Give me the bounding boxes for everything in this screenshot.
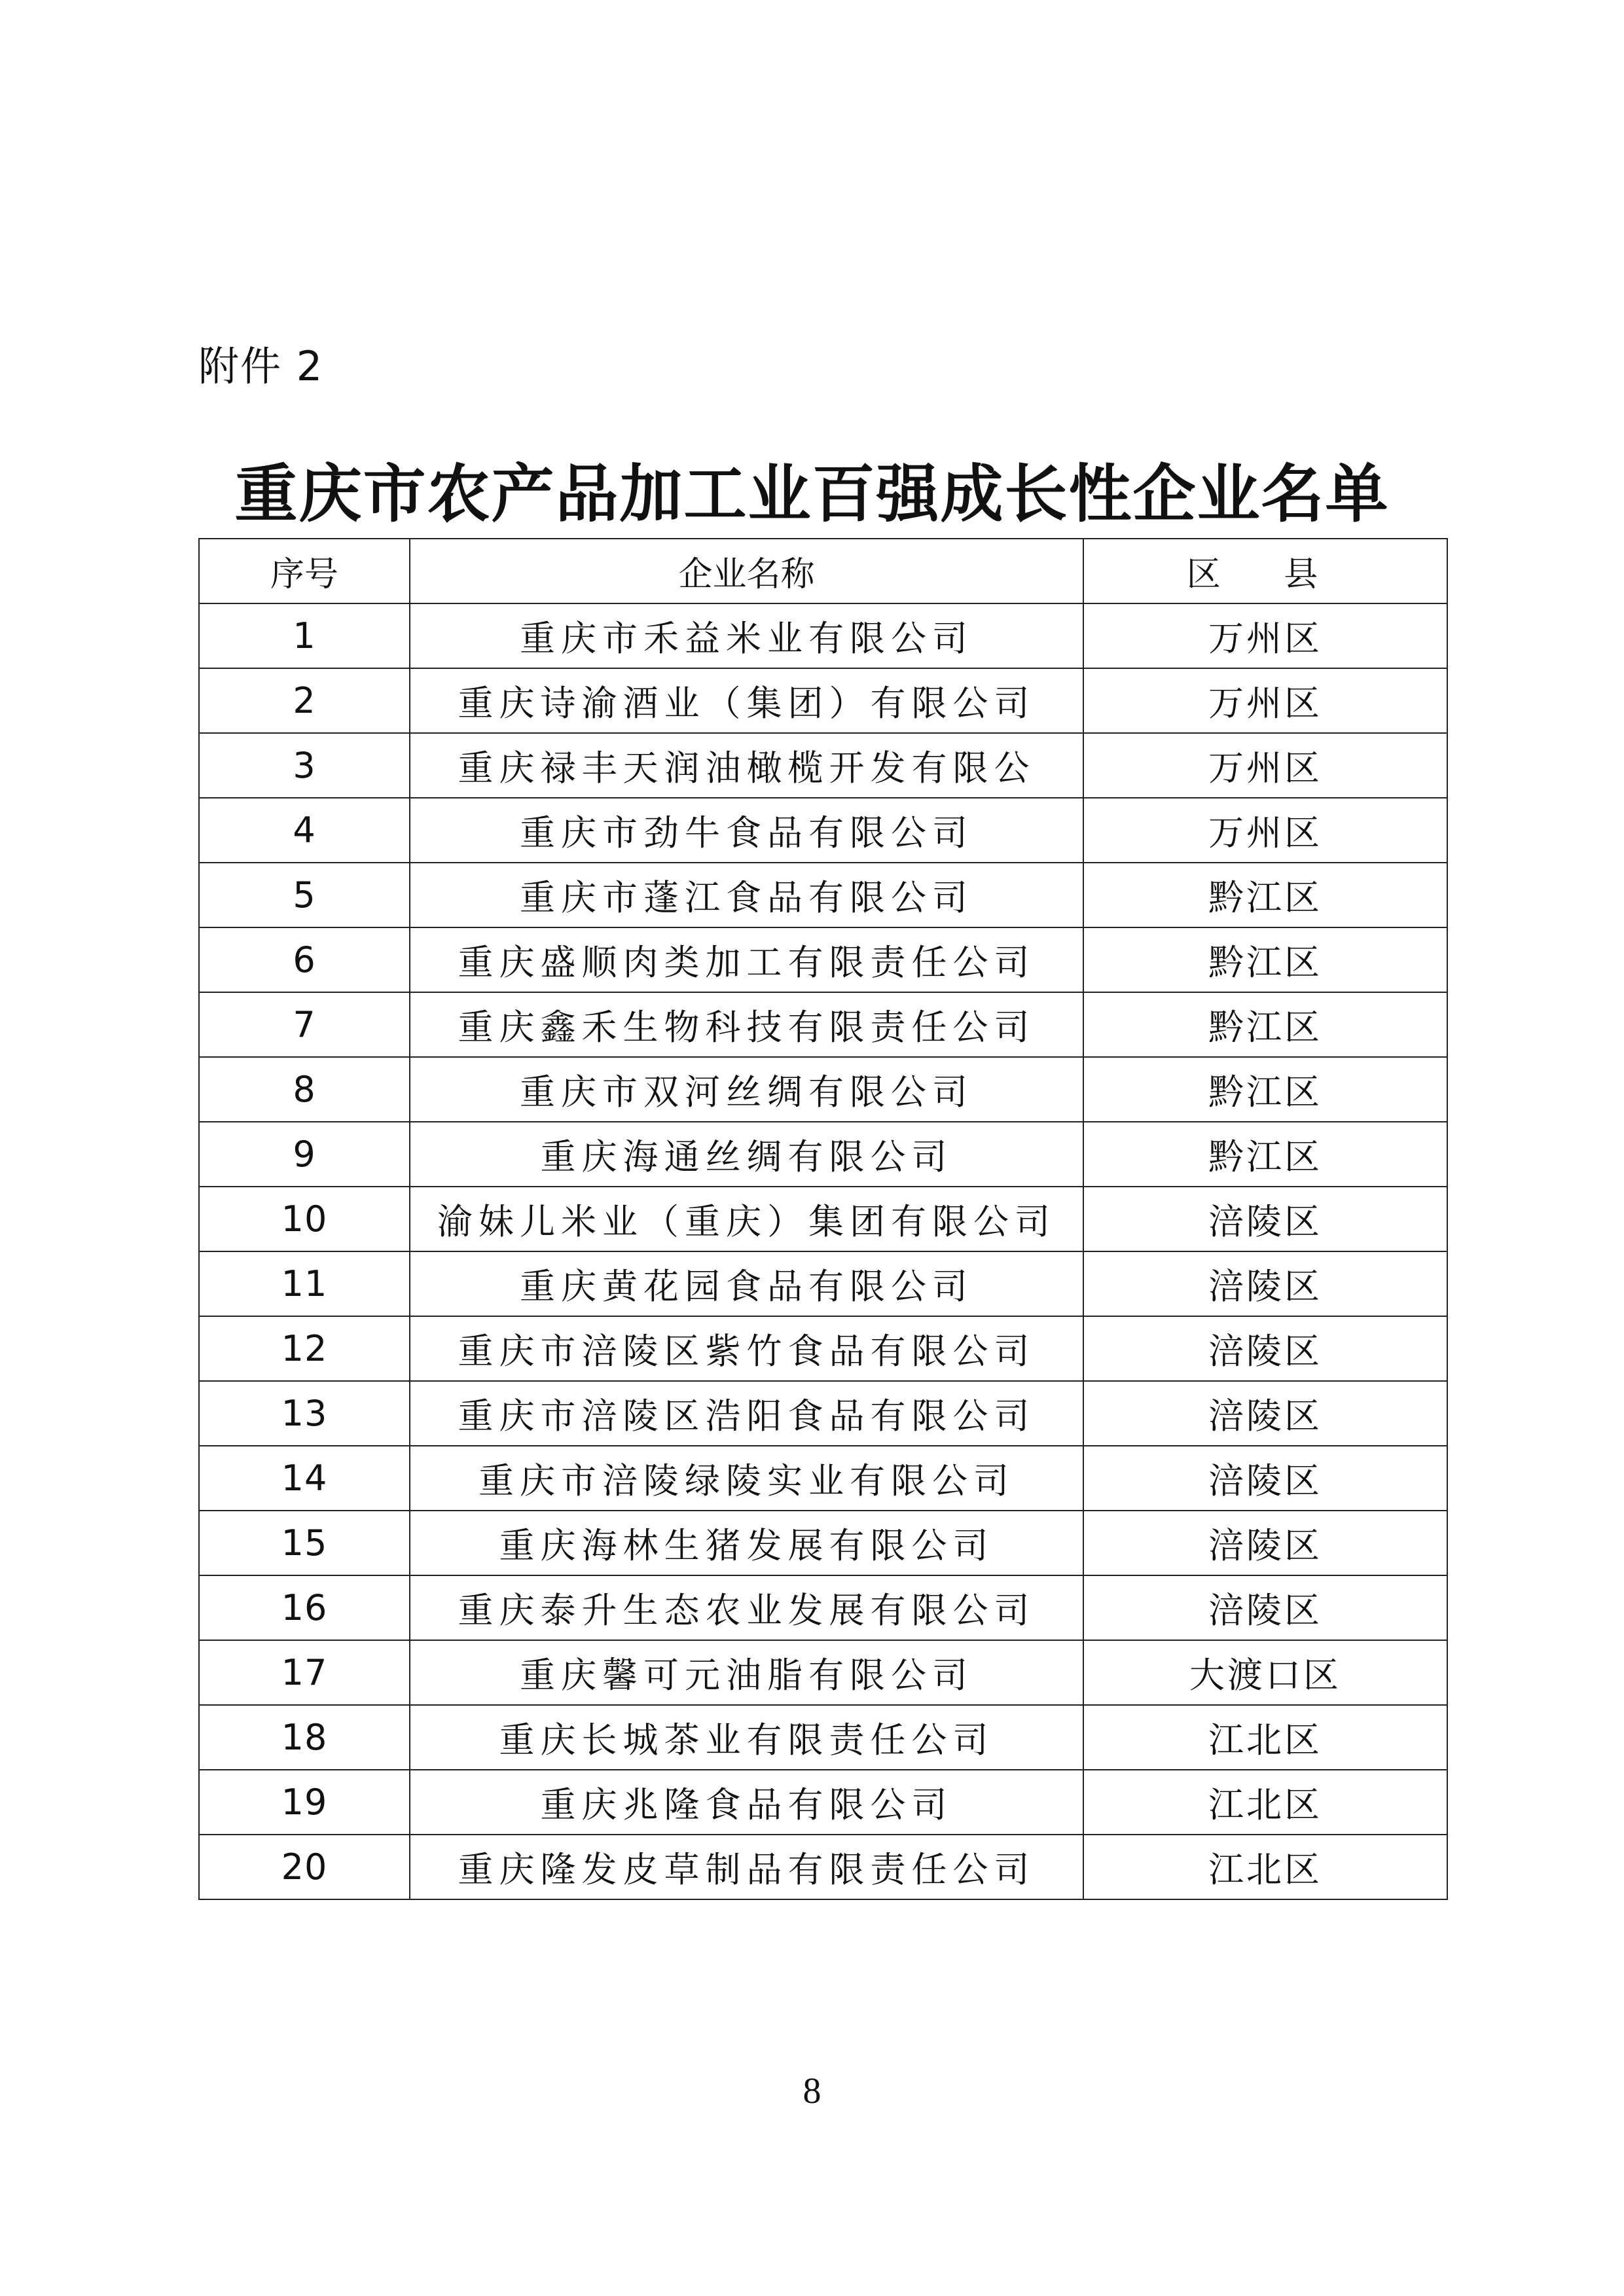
seq-cell: 1: [199, 603, 410, 668]
table-row: [199, 1575, 1447, 1640]
district-cell: 黔江区: [1083, 992, 1447, 1057]
district-cell: 江北区: [1083, 1770, 1447, 1835]
seq-cell: 14: [199, 1446, 410, 1511]
attachment-label: 附件 2: [198, 342, 324, 390]
company-name-cell: 重庆馨可元油脂有限公司: [410, 1640, 1083, 1705]
table-row: [199, 927, 1447, 992]
page-number: 8: [803, 2071, 821, 2111]
district-cell: 江北区: [1083, 1705, 1447, 1770]
seq-cell: 20: [199, 1835, 410, 1899]
seq-cell: 13: [199, 1381, 410, 1446]
header-district: 区 县: [1083, 539, 1447, 603]
table-row: [199, 1640, 1447, 1705]
company-name-cell: 重庆市涪陵区浩阳食品有限公司: [410, 1381, 1083, 1446]
company-name-cell: 重庆诗渝酒业（集团）有限公司: [410, 668, 1083, 733]
company-name-cell: 重庆市劲牛食品有限公司: [410, 798, 1083, 863]
company-name-cell: 重庆市涪陵区紫竹食品有限公司: [410, 1316, 1083, 1381]
seq-cell: 10: [199, 1187, 410, 1251]
company-table: [198, 538, 1448, 1900]
seq-cell: 16: [199, 1575, 410, 1640]
district-cell: 万州区: [1083, 733, 1447, 798]
seq-cell: 6: [199, 927, 410, 992]
table-row: [199, 1316, 1447, 1381]
district-cell: 涪陵区: [1083, 1251, 1447, 1316]
table-row: [199, 1381, 1447, 1446]
table-row: [199, 992, 1447, 1057]
table-row: [199, 798, 1447, 863]
company-name-cell: 重庆兆隆食品有限公司: [410, 1770, 1083, 1835]
district-cell: 黔江区: [1083, 927, 1447, 992]
company-name-cell: 重庆长城茶业有限责任公司: [410, 1705, 1083, 1770]
district-cell: 万州区: [1083, 668, 1447, 733]
seq-cell: 19: [199, 1770, 410, 1835]
company-name-cell: 重庆盛顺肉类加工有限责任公司: [410, 927, 1083, 992]
seq-cell: 9: [199, 1122, 410, 1187]
table-row: [199, 1446, 1447, 1511]
district-cell: 涪陵区: [1083, 1381, 1447, 1446]
district-cell: 涪陵区: [1083, 1575, 1447, 1640]
district-cell: 万州区: [1083, 603, 1447, 668]
seq-cell: 5: [199, 863, 410, 927]
district-cell: 黔江区: [1083, 1122, 1447, 1187]
table-row: [199, 1835, 1447, 1899]
company-name-cell: 重庆海通丝绸有限公司: [410, 1122, 1083, 1187]
company-name-cell: 重庆海林生猪发展有限公司: [410, 1511, 1083, 1575]
table-row: [199, 668, 1447, 733]
company-name-cell: 重庆市蓬江食品有限公司: [410, 863, 1083, 927]
table-row: [199, 1057, 1447, 1122]
table-row: [199, 1251, 1447, 1316]
seq-cell: 18: [199, 1705, 410, 1770]
table-header-row: [199, 539, 1447, 603]
seq-cell: 4: [199, 798, 410, 863]
company-name-cell: 重庆隆发皮草制品有限责任公司: [410, 1835, 1083, 1899]
header-company-name: 企业名称: [410, 539, 1083, 603]
district-cell: 黔江区: [1083, 1057, 1447, 1122]
district-cell: 江北区: [1083, 1835, 1447, 1899]
table-header: [199, 539, 1447, 603]
seq-cell: 7: [199, 992, 410, 1057]
company-name-cell: 重庆泰升生态农业发展有限公司: [410, 1575, 1083, 1640]
table-body: [199, 603, 1447, 1899]
seq-cell: 12: [199, 1316, 410, 1381]
table-row: [199, 603, 1447, 668]
district-cell: 大渡口区: [1083, 1640, 1447, 1705]
header-seq: 序号: [199, 539, 410, 603]
company-name-cell: 重庆鑫禾生物科技有限责任公司: [410, 992, 1083, 1057]
table-row: [199, 1187, 1447, 1251]
seq-cell: 2: [199, 668, 410, 733]
district-cell: 涪陵区: [1083, 1446, 1447, 1511]
seq-cell: 8: [199, 1057, 410, 1122]
table-row: [199, 1770, 1447, 1835]
company-name-cell: 重庆禄丰天润油橄榄开发有限公: [410, 733, 1083, 798]
seq-cell: 17: [199, 1640, 410, 1705]
company-name-cell: 渝妹儿米业（重庆）集团有限公司: [410, 1187, 1083, 1251]
table-row: [199, 733, 1447, 798]
company-name-cell: 重庆市双河丝绸有限公司: [410, 1057, 1083, 1122]
table-row: [199, 1511, 1447, 1575]
company-name-cell: 重庆市涪陵绿陵实业有限公司: [410, 1446, 1083, 1511]
district-cell: 涪陵区: [1083, 1316, 1447, 1381]
seq-cell: 15: [199, 1511, 410, 1575]
company-name-cell: 重庆市禾益米业有限公司: [410, 603, 1083, 668]
table-row: [199, 863, 1447, 927]
district-cell: 涪陵区: [1083, 1187, 1447, 1251]
seq-cell: 3: [199, 733, 410, 798]
district-cell: 黔江区: [1083, 863, 1447, 927]
document-title: 重庆市农产品加工业百强成长性企业名单: [234, 457, 1390, 531]
table-row: [199, 1705, 1447, 1770]
company-name-cell: 重庆黄花园食品有限公司: [410, 1251, 1083, 1316]
district-cell: 万州区: [1083, 798, 1447, 863]
table-row: [199, 1122, 1447, 1187]
district-cell: 涪陵区: [1083, 1511, 1447, 1575]
seq-cell: 11: [199, 1251, 410, 1316]
